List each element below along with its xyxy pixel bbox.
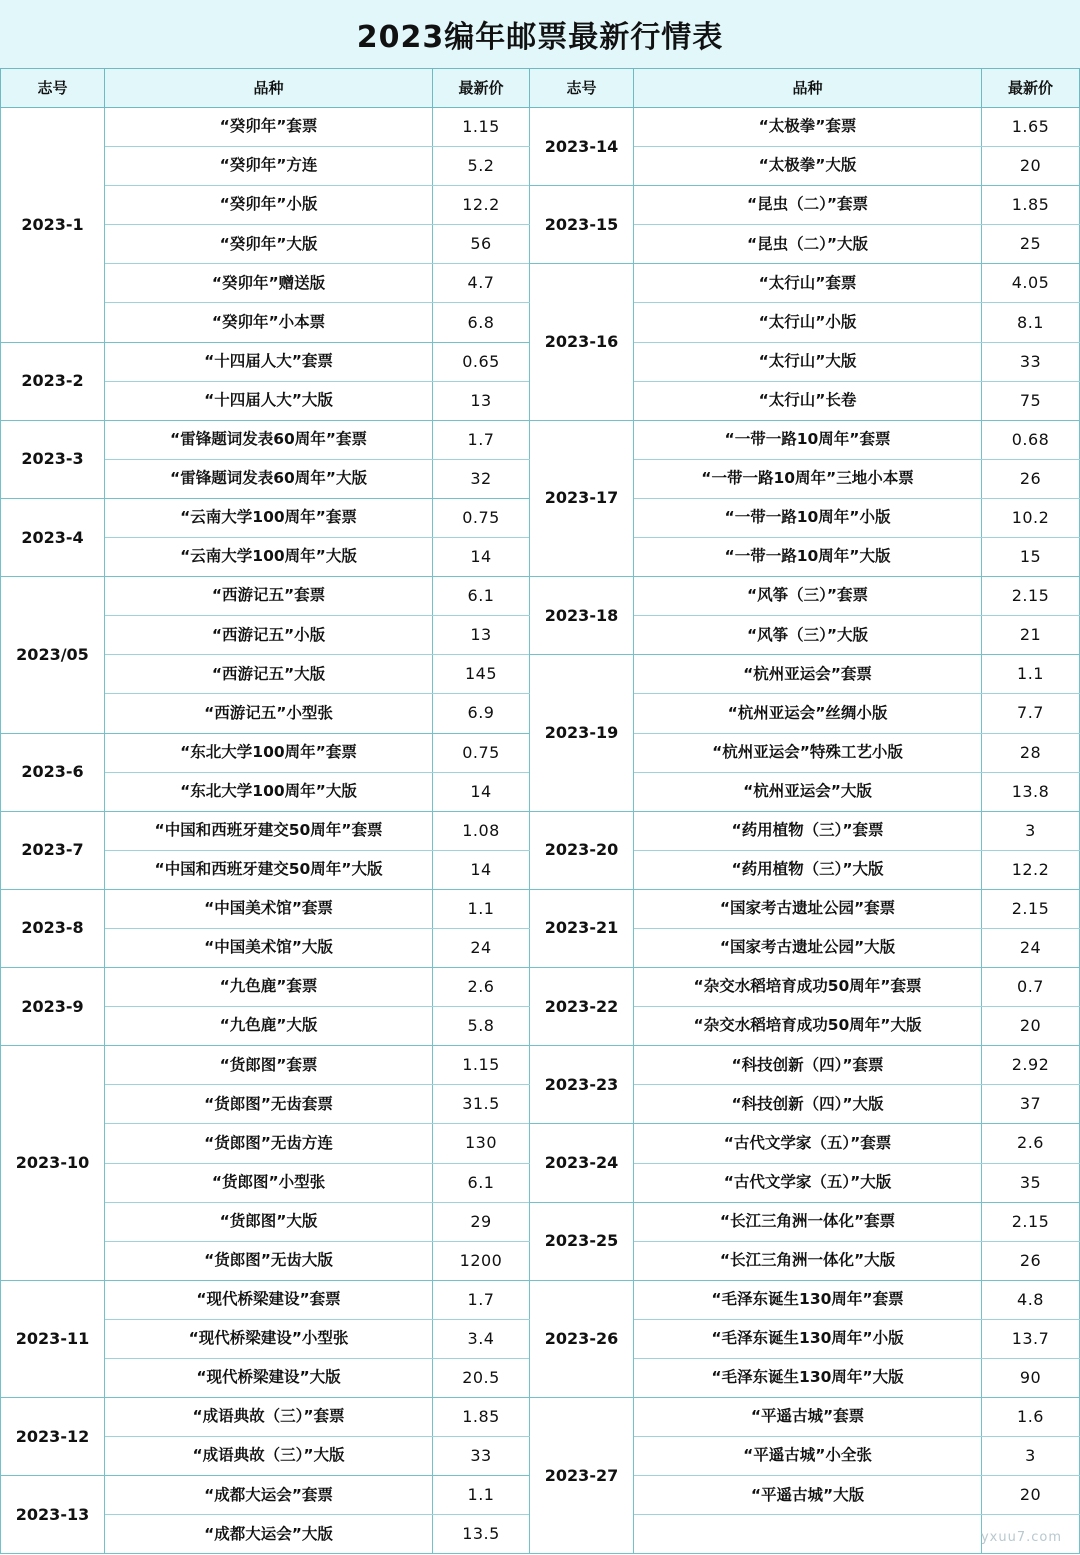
- stamp-item-name: “十四届人大”套票: [105, 342, 433, 381]
- stamp-item-price: 0.68: [982, 420, 1080, 459]
- table-wrapper: [0, 68, 1080, 1554]
- stamp-item-name: “癸卯年”方连: [105, 147, 433, 186]
- stamp-item-name: “杂交水稻培育成功50周年”套票: [634, 968, 982, 1007]
- stamp-item-price: 3.4: [433, 1319, 530, 1358]
- stamp-item-name: “成语典故（三）”套票: [105, 1398, 433, 1437]
- stamp-item-name: “中国美术馆”大版: [105, 928, 433, 967]
- stamp-item-price: 35: [982, 1163, 1080, 1202]
- stamp-code: 2023-2: [1, 342, 105, 420]
- stamp-code: 2023-6: [1, 733, 105, 811]
- stamp-item-name: “国家考古遗址公园”大版: [634, 928, 982, 967]
- stamp-item-name: “太行山”大版: [634, 342, 982, 381]
- stamp-item-price: 33: [982, 342, 1080, 381]
- stamp-item-price: 26: [982, 1241, 1080, 1280]
- stamp-item-name: “一带一路10周年”三地小本票: [634, 459, 982, 498]
- stamp-code: 2023-15: [530, 186, 634, 264]
- stamp-code: 2023-17: [530, 420, 634, 576]
- stamp-item-price: 37: [982, 1085, 1080, 1124]
- stamp-item-name: “中国和西班牙建交50周年”大版: [105, 850, 433, 889]
- table-row: [1, 108, 1080, 147]
- stamp-code: 2023-8: [1, 889, 105, 967]
- stamp-item-price: 24: [982, 928, 1080, 967]
- header-price-left: 最新价: [433, 69, 530, 108]
- stamp-item-name: “平遥古城”套票: [634, 1398, 982, 1437]
- stamp-item-name: “杂交水稻培育成功50周年”大版: [634, 1007, 982, 1046]
- stamp-item-name: “雷锋题词发表60周年”大版: [105, 459, 433, 498]
- stamp-item-name: “西游记五”大版: [105, 655, 433, 694]
- stamp-item-price: 75: [982, 381, 1080, 420]
- table-row: [1, 1398, 1080, 1437]
- stamp-item-price: 6.1: [433, 577, 530, 616]
- stamp-item-name: “西游记五”小版: [105, 616, 433, 655]
- stamp-item-price: 1.08: [433, 811, 530, 850]
- table-row: [1, 889, 1080, 928]
- table-row: [1, 968, 1080, 1007]
- stamp-code: 2023-9: [1, 968, 105, 1046]
- stamp-code: 2023-18: [530, 577, 634, 655]
- stamp-item-price: 56: [433, 225, 530, 264]
- stamp-item-name: “太行山”长卷: [634, 381, 982, 420]
- stamp-item-name: “科技创新（四）”套票: [634, 1046, 982, 1085]
- stamp-item-price: 20: [982, 1007, 1080, 1046]
- stamp-item-name: “药用植物（三）”套票: [634, 811, 982, 850]
- stamp-item-price: 6.9: [433, 694, 530, 733]
- stamp-item-name: “平遥古城”小全张: [634, 1437, 982, 1476]
- stamp-item-name: “中国和西班牙建交50周年”套票: [105, 811, 433, 850]
- stamp-item-name: “中国美术馆”套票: [105, 889, 433, 928]
- stamp-item-price: 5.8: [433, 1007, 530, 1046]
- stamp-item-price: 2.15: [982, 1202, 1080, 1241]
- table-row: [1, 264, 1080, 303]
- stamp-item-name: “科技创新（四）”大版: [634, 1085, 982, 1124]
- stamp-item-name: “十四届人大”大版: [105, 381, 433, 420]
- stamp-item-name: “云南大学100周年”套票: [105, 498, 433, 537]
- stamp-item-price: 1.65: [982, 108, 1080, 147]
- stamp-code: 2023-1: [1, 108, 105, 343]
- stamp-item-price: 1.7: [433, 1280, 530, 1319]
- stamp-item-name: “癸卯年”赠送版: [105, 264, 433, 303]
- stamp-code: 2023-3: [1, 420, 105, 498]
- stamp-code: 2023-25: [530, 1202, 634, 1280]
- stamp-item-price: 4.05: [982, 264, 1080, 303]
- stamp-item-price: 32: [433, 459, 530, 498]
- stamp-item-price: 2.15: [982, 577, 1080, 616]
- stamp-item-name: “杭州亚运会”丝绸小版: [634, 694, 982, 733]
- table-row: [1, 1202, 1080, 1241]
- stamp-item-price: 0.75: [433, 498, 530, 537]
- stamp-item-price: 20: [982, 1476, 1080, 1515]
- stamp-item-name: “九色鹿”套票: [105, 968, 433, 1007]
- stamp-item-name: “九色鹿”大版: [105, 1007, 433, 1046]
- stamp-item-price: 8.1: [982, 303, 1080, 342]
- stamp-item-name: “现代桥梁建设”大版: [105, 1359, 433, 1398]
- stamp-item-price: 5.2: [433, 147, 530, 186]
- stamp-item-price: 0.7: [982, 968, 1080, 1007]
- stamp-item-name: “癸卯年”小版: [105, 186, 433, 225]
- stamp-item-name: “一带一路10周年”小版: [634, 498, 982, 537]
- stamp-item-name: “成语典故（三）”大版: [105, 1437, 433, 1476]
- stamp-code: 2023-16: [530, 264, 634, 420]
- stamp-item-price: 1.1: [433, 1476, 530, 1515]
- stamp-item-name: “毛泽东诞生130周年”大版: [634, 1359, 982, 1398]
- stamp-item-name: “癸卯年”小本票: [105, 303, 433, 342]
- stamp-code: 2023-7: [1, 811, 105, 889]
- stamp-item-price: 31.5: [433, 1085, 530, 1124]
- stamp-item-name: “云南大学100周年”大版: [105, 538, 433, 577]
- stamp-item-price: 24: [433, 928, 530, 967]
- stamp-item-price: 0.65: [433, 342, 530, 381]
- stamp-item-price: 2.92: [982, 1046, 1080, 1085]
- stamp-item-price: 1.15: [433, 1046, 530, 1085]
- stamp-item-price: 4.7: [433, 264, 530, 303]
- stamp-item-name: “平遥古城”大版: [634, 1476, 982, 1515]
- header-row: [1, 69, 1080, 108]
- header-code-right: 志号: [530, 69, 634, 108]
- stamp-item-price: 10.2: [982, 498, 1080, 537]
- table-row: [1, 577, 1080, 616]
- stamp-item-price: 20: [982, 147, 1080, 186]
- stamp-item-price: 1.1: [982, 655, 1080, 694]
- table-row: [1, 1124, 1080, 1163]
- stamp-code: 2023-10: [1, 1046, 105, 1281]
- stamp-item-name: “癸卯年”大版: [105, 225, 433, 264]
- stamp-item-name: “成都大运会”大版: [105, 1515, 433, 1554]
- stamp-item-name: “货郎图”无齿大版: [105, 1241, 433, 1280]
- stamp-item-name: “古代文学家（五）”套票: [634, 1124, 982, 1163]
- stamp-item-price: 3: [982, 1437, 1080, 1476]
- stamp-item-name: “风筝（三）”大版: [634, 616, 982, 655]
- stamp-item-price: 14: [433, 772, 530, 811]
- stamp-item-price: 1.1: [433, 889, 530, 928]
- stamp-item-name: “杭州亚运会”套票: [634, 655, 982, 694]
- stamp-item-name: “长江三角洲一体化”大版: [634, 1241, 982, 1280]
- table-row: [1, 186, 1080, 225]
- title-bar: [0, 0, 1080, 68]
- stamp-item-price: 13: [433, 381, 530, 420]
- stamp-item-price: 1.85: [982, 186, 1080, 225]
- stamp-item-price: 13.8: [982, 772, 1080, 811]
- table-row: [1, 1046, 1080, 1085]
- stamp-item-price: 90: [982, 1359, 1080, 1398]
- header-code-left: 志号: [1, 69, 105, 108]
- stamp-item-price: 28: [982, 733, 1080, 772]
- stamp-item-name: “太行山”小版: [634, 303, 982, 342]
- stamp-item-name: “货郎图”无齿方连: [105, 1124, 433, 1163]
- stamp-item-price: 130: [433, 1124, 530, 1163]
- stamp-item-name: “长江三角洲一体化”套票: [634, 1202, 982, 1241]
- stamp-item-name: “现代桥梁建设”套票: [105, 1280, 433, 1319]
- stamp-item-price: 1.7: [433, 420, 530, 459]
- header-name-right: 品种: [634, 69, 982, 108]
- stamp-item-price: 14: [433, 538, 530, 577]
- stamp-item-price: 12.2: [982, 850, 1080, 889]
- stamp-item-name: “货郎图”大版: [105, 1202, 433, 1241]
- stamp-item-name: “西游记五”小型张: [105, 694, 433, 733]
- stamp-item-name: “风筝（三）”套票: [634, 577, 982, 616]
- stamp-item-price: 26: [982, 459, 1080, 498]
- price-table: [0, 68, 1080, 1554]
- header-price-right: 最新价: [982, 69, 1080, 108]
- stamp-item-price: 1.6: [982, 1398, 1080, 1437]
- stamp-item-name: “癸卯年”套票: [105, 108, 433, 147]
- stamp-item-name: “古代文学家（五）”大版: [634, 1163, 982, 1202]
- stamp-item-name: “太极拳”大版: [634, 147, 982, 186]
- stamp-code: 2023-19: [530, 655, 634, 811]
- stamp-item-price: 12.2: [433, 186, 530, 225]
- stamp-item-name: “一带一路10周年”套票: [634, 420, 982, 459]
- stamp-item-price: 7.7: [982, 694, 1080, 733]
- page-title: 2023编年邮票最新行情表: [356, 20, 724, 55]
- stamp-item-name: “毛泽东诞生130周年”小版: [634, 1319, 982, 1358]
- stamp-item-price: 1.85: [433, 1398, 530, 1437]
- stamp-item-price: 2.6: [433, 968, 530, 1007]
- stamp-item-price: 21: [982, 616, 1080, 655]
- stamp-item-price: 13: [433, 616, 530, 655]
- stamp-item-name: “昆虫（二）”大版: [634, 225, 982, 264]
- stamp-item-price: 1.15: [433, 108, 530, 147]
- stamp-item-price: 15: [982, 538, 1080, 577]
- stamp-item-price: 3: [982, 811, 1080, 850]
- stamp-code: 2023-24: [530, 1124, 634, 1202]
- stamp-item-price: 25: [982, 225, 1080, 264]
- stamp-code: 2023-22: [530, 968, 634, 1046]
- stamp-item-name: “杭州亚运会”大版: [634, 772, 982, 811]
- stamp-code: 2023-20: [530, 811, 634, 889]
- stamp-item-name: “太行山”套票: [634, 264, 982, 303]
- stamp-item-price: 0.75: [433, 733, 530, 772]
- stamp-code: 2023-26: [530, 1280, 634, 1397]
- stamp-code: 2023-13: [1, 1476, 105, 1554]
- stamp-item-name: “药用植物（三）”大版: [634, 850, 982, 889]
- stamp-item-name: “东北大学100周年”大版: [105, 772, 433, 811]
- stamp-item-price: 145: [433, 655, 530, 694]
- table-row: [1, 811, 1080, 850]
- stamp-item-price: 1200: [433, 1241, 530, 1280]
- stamp-item-name: “东北大学100周年”套票: [105, 733, 433, 772]
- stamp-item-name: “一带一路10周年”大版: [634, 538, 982, 577]
- stamp-item-name: “雷锋题词发表60周年”套票: [105, 420, 433, 459]
- stamp-code: 2023-12: [1, 1398, 105, 1476]
- stamp-item-price: 13.7: [982, 1319, 1080, 1358]
- stamp-item-name: “成都大运会”套票: [105, 1476, 433, 1515]
- stamp-code: 2023-27: [530, 1398, 634, 1554]
- stamp-item-name: “现代桥梁建设”小型张: [105, 1319, 433, 1358]
- stamp-item-name: “昆虫（二）”套票: [634, 186, 982, 225]
- stamp-item-price: 2.15: [982, 889, 1080, 928]
- stamp-item-name: “西游记五”套票: [105, 577, 433, 616]
- stamp-code: 2023-23: [530, 1046, 634, 1124]
- stamp-item-price: 33: [433, 1437, 530, 1476]
- watermark: yxuu7.com: [980, 1530, 1062, 1545]
- stamp-item-price: 14: [433, 850, 530, 889]
- table-row: [1, 420, 1080, 459]
- stamp-item-name: “杭州亚运会”特殊工艺小版: [634, 733, 982, 772]
- stamp-code: 2023-4: [1, 498, 105, 576]
- stamp-item-price: 6.8: [433, 303, 530, 342]
- stamp-item-name: [634, 1515, 982, 1554]
- stamp-item-name: “货郎图”套票: [105, 1046, 433, 1085]
- stamp-item-price: 13.5: [433, 1515, 530, 1554]
- table-row: [1, 655, 1080, 694]
- stamp-item-price: 6.1: [433, 1163, 530, 1202]
- stamp-code: 2023-21: [530, 889, 634, 967]
- stamp-code: 2023/05: [1, 577, 105, 733]
- stamp-item-name: “货郎图”小型张: [105, 1163, 433, 1202]
- stamp-item-name: “太极拳”套票: [634, 108, 982, 147]
- stamp-item-price: 2.6: [982, 1124, 1080, 1163]
- stamp-item-price: 20.5: [433, 1359, 530, 1398]
- stamp-item-name: “货郎图”无齿套票: [105, 1085, 433, 1124]
- stamp-item-name: “国家考古遗址公园”套票: [634, 889, 982, 928]
- table-row: [1, 1280, 1080, 1319]
- stamp-item-price: 4.8: [982, 1280, 1080, 1319]
- stamp-code: 2023-11: [1, 1280, 105, 1397]
- stamp-code: 2023-14: [530, 108, 634, 186]
- header-name-left: 品种: [105, 69, 433, 108]
- stamp-item-price: 29: [433, 1202, 530, 1241]
- stamp-item-name: “毛泽东诞生130周年”套票: [634, 1280, 982, 1319]
